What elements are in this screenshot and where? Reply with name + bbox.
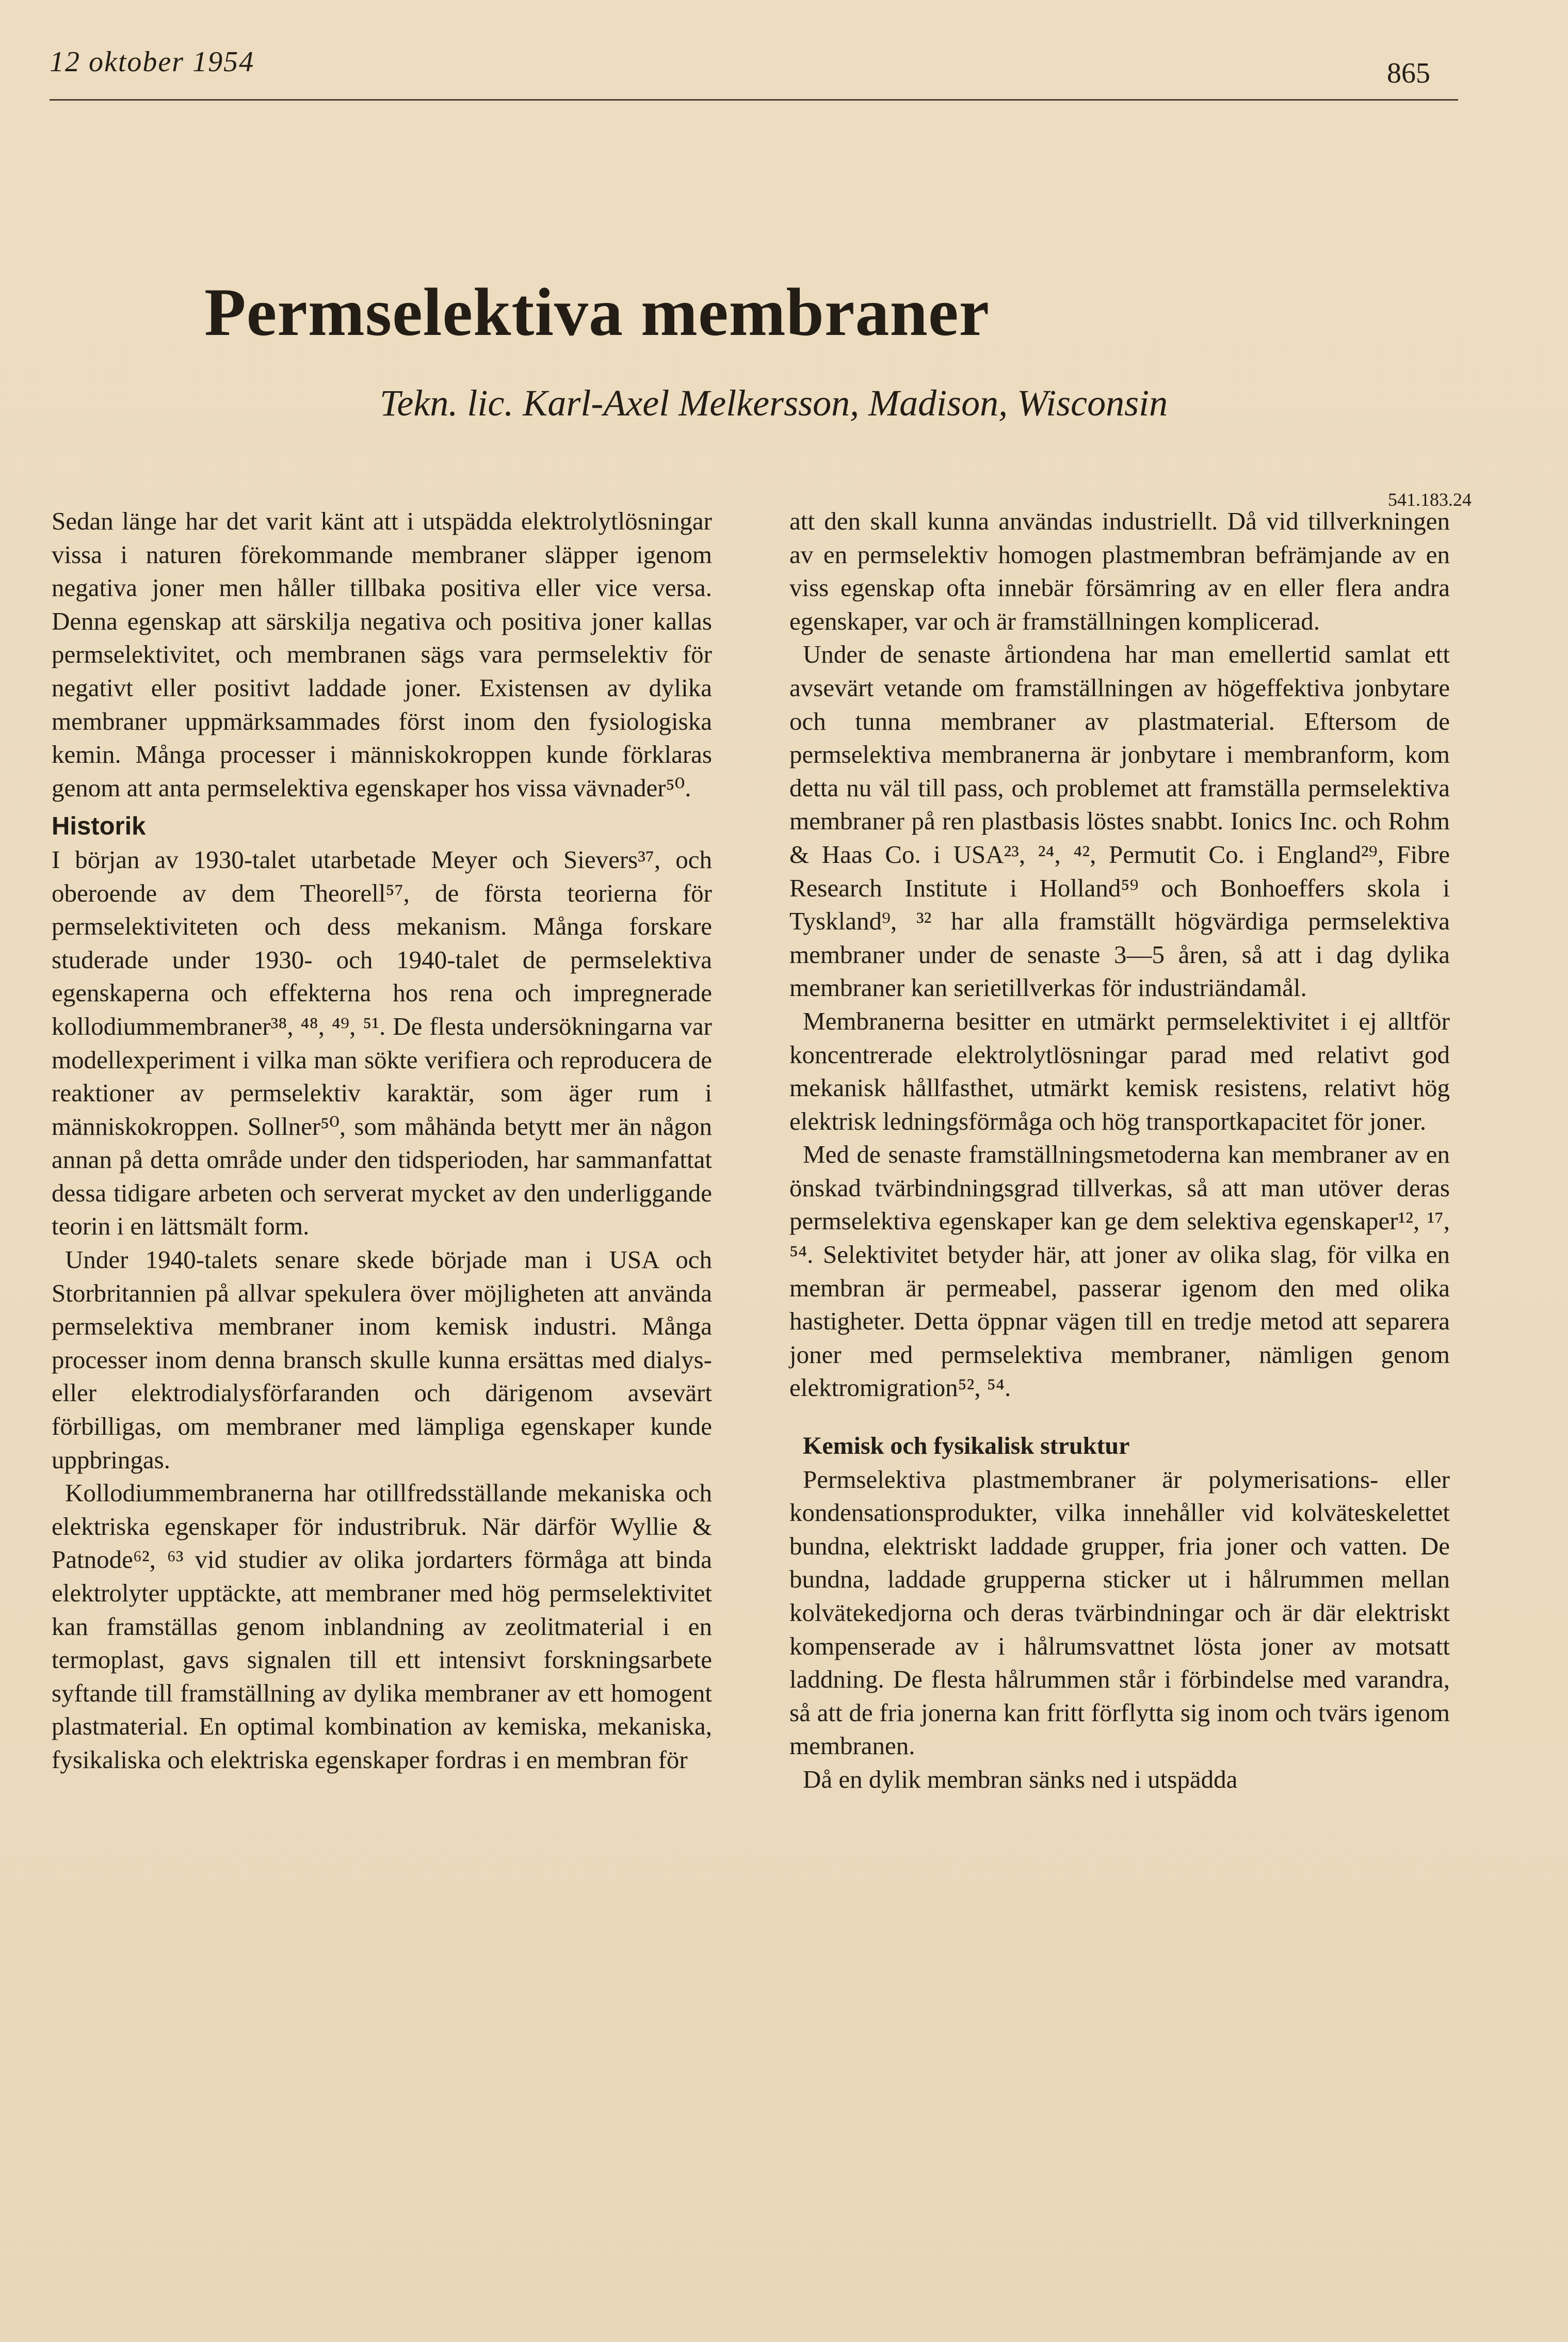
classification-code: 541.183.24 [1388,489,1472,510]
right-paragraph-2: Membranerna besitter en utmärkt permselektivitet i ej alltför koncentrerade elektrolytlösningar parad med relativt god mekanisk hållfasthet, utmärkt kemisk resistens, relativt hög elektrisk ledningsförmåga och hög transportkapacitet för joner. [789,1006,1450,1135]
history-paragraph-1: I början av 1930-talet utarbetade Meyer och Sievers³⁷, och oberoende av dem Theorell⁵⁷, de första teorierna för permselektiviteten och dess mekanism. Många forskare studerade under 1930- och 1940-talet de permselektiva egenskaperna och effekterna hos rena och impregnerade kollodiummembraner³⁸, ⁴⁸, ⁴⁹, ⁵¹. De flesta undersökningarna var modellexperiment i vilka man sökte verifiera och reproducera de reaktioner av permselektiv karaktär, som äger rum i människokroppen. Sollner⁵⁰, som måhända betytt mer än någon annan på detta område under den tidsperioden, har sammanfattat dessa tidigare arbeten och serverat mycket av den underliggande teorin i en lättsmält form. [52,845,712,1241]
right-paragraph-3: Med de senaste framställningsmetoderna kan membraner av en önskad tvärbindningsgrad tillverkas, så att man utöver deras permselektiva egenskaper kan ge dem selektiva egenskaper¹², ¹⁷, ⁵⁴. Selektivitet betyder här, att joner av olika slag, för vilka en membran är permeabel, passerar igenom den med olika hastigheter. Detta öppnar vägen till en tredje metod att separera joner med permselektiva membraner, nämligen genom elektromigration⁵², ⁵⁴. [789,1140,1450,1402]
structure-paragraph-1: Permselektiva plastmembraner är polymerisations- eller kondensationsprodukter, vilka innehåller vid kolväteskelettet bundna, elektriskt laddade grupper, fria joner och vatten. De bundna, laddade grupperna sticker ut i hålrummen mellan kolvätekedjorna och deras tvärbindningar och är där elektriskt kompenserade av i hålrumsvattnet lösta joner av motsatt laddning. De flesta hålrummen står i förbindelse med varandra, så att de fria jonerna kan fritt förflytta sig inom och tvärs igenom membranen. [789,1465,1450,1760]
right-column [789,505,1450,1796]
right-paragraph-1: Under de senaste årtiondena har man emellertid samlat ett avsevärt vetande om framställningen av högeffektiva jonbytare och tunna membraner av plastmaterial. Eftersom de permselektiva membranerna är jonbytare i membranform, kom detta nu väl till pass, och problemet att framställa permselektiva membraner på ren plastbasis löstes snabbt. Ionics Inc. och Rohm & Haas Co. i USA²³, ²⁴, ⁴², Permutit Co. i England²⁹, Fibre Research Institute i Holland⁵⁹ och Bonhoeffers skola i Tyskland⁹, ³² har alla framställt högvärdiga permselektiva membraner under de senaste 3—5 åren, så att i dag dylika membraner kan serietillverkas för industriändamål. [789,640,1450,1002]
right-paragraph-0: att den skall kunna användas industriellt. Då vid tillverkningen av en permselektiv homogen plastmembran befrämjande av en viss egenskap ofta innebär försämring av en eller flera andra egenskaper, var och är framställningen komplicerad. [789,507,1450,635]
header-divider [50,99,1458,101]
history-paragraph-2: Under 1940-talets senare skede började man i USA och Storbritannien på allvar spekulera över möjligheten att använda permselektiva membraner inom kemisk industri. Många processer inom denna bransch skulle kunna ersättas med dialys- eller elektrodialysförfaranden och därigenom avsevärt förbilligas, om membraner med lämpliga egenskaper kunde uppbringas. [52,1245,712,1474]
section-heading-history: Historik [52,812,146,841]
page-number: 865 [1387,57,1430,89]
article-title: Permselektiva membraner [204,274,990,350]
header-date: 12 oktober 1954 [50,46,255,78]
history-paragraph-3: Kollodiummembranerna har otillfredsställande mekaniska och elektriska egenskaper för industribruk. När därför Wyllie & Patnode⁶², ⁶³ vid studier av olika jordarters förmåga att binda elektrolyter upptäckte, att membraner med hög permselektivitet kan framställas genom inblandning av zeolitmaterial i en termoplast, gavs signalen till ett intensivt forskningsarbete syftande till framställning av dylika membraner av ett homogent plastmaterial. En optimal kombination av kemiska, mekaniska, fysikaliska och elektriska egenskaper fordras i en membran för [52,1479,712,1774]
article-author: Tekn. lic. Karl-Axel Melkersson, Madison, Wisconsin [380,382,1168,424]
intro-paragraph: Sedan länge har det varit känt att i utspädda elektrolytlösningar vissa i naturen förekommande membraner släpper igenom negativa joner men håller tillbaka positiva eller vice versa. Denna egenskap att särskilja negativa och positiva joner kallas permselektivitet, och membranen sägs vara permselektiv för negativt eller positivt laddade joner. Existensen av dylika membraner uppmärksammades först inom den fysiologiska kemin. Många processer i människokroppen kunde förklaras genom att anta permselektiva egenskaper hos vissa vävnader⁵⁰. [52,507,712,802]
structure-paragraph-2: Då en dylik membran sänks ned i utspädda [803,1764,1238,1793]
left-column [52,505,712,1777]
section-heading-structure: Kemisk och fysikalisk struktur [803,1432,1130,1460]
